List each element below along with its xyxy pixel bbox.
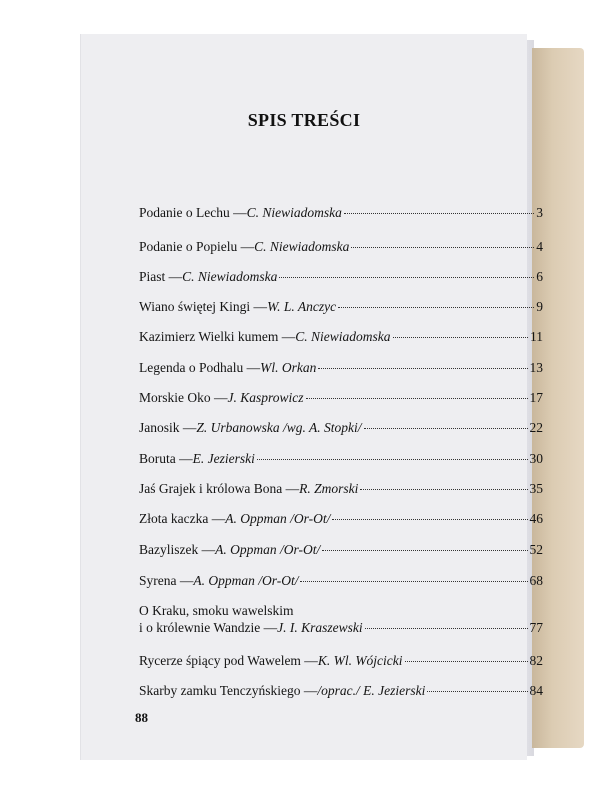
entry-page: 11 [530, 329, 543, 344]
entry-page: 82 [529, 653, 543, 668]
entry-title: Bazyliszek — [139, 542, 216, 557]
entry-title: Skarby zamku Tenczyńskiego — [139, 683, 318, 698]
entry-author: J. Kasprowicz [227, 390, 304, 405]
dot-leader [364, 428, 528, 429]
toc-entry [139, 572, 543, 589]
toc-entry [139, 510, 543, 527]
entry-author: A. Oppman /Or-Ot/ [215, 542, 321, 557]
entry-page: 68 [529, 573, 543, 588]
entry-author: K. Wl. Wójcicki [317, 653, 403, 668]
entry-title: Rycerze śpiący pod Wawelem — [139, 653, 318, 668]
dot-leader [405, 661, 528, 662]
entry-title: Janosik — [139, 420, 197, 435]
dot-leader [318, 368, 527, 369]
entry-author: W. L. Anczyc [267, 299, 337, 314]
entry-author: Wl. Orkan [260, 360, 317, 375]
toc-entry [139, 682, 543, 699]
dot-leader [427, 691, 527, 692]
dot-leader [360, 489, 527, 490]
toc-entry [139, 389, 543, 406]
dot-leader [365, 628, 528, 629]
toc-entry [139, 480, 543, 497]
entry-title: Wiano świętej Kingi — [139, 299, 268, 314]
entry-page: 3 [536, 205, 543, 220]
dot-leader [332, 519, 527, 520]
toc-entry [139, 298, 543, 315]
entry-author: R. Zmorski [299, 481, 359, 496]
toc-entry [139, 541, 543, 558]
entry-author: C. Niewiadomska [182, 269, 278, 284]
entry-title: Boruta — [139, 451, 193, 466]
entry-page: 4 [536, 239, 543, 254]
entry-author: A. Oppman /Or-Ot/ [193, 573, 299, 588]
toc-entry [139, 419, 543, 436]
entry-title: Podanie o Popielu — [139, 239, 255, 254]
toc-entry [139, 328, 543, 345]
entry-page: 35 [529, 481, 543, 496]
dot-leader [393, 337, 528, 338]
entry-title: Piast — [139, 269, 183, 284]
entry-title: Podanie o Lechu — [139, 205, 247, 220]
dot-leader [306, 398, 528, 399]
entry-author: C. Niewiadomska [295, 329, 391, 344]
dot-leader [338, 307, 534, 308]
toc-entry [139, 602, 543, 636]
dot-leader [279, 277, 534, 278]
entry-author: C. Niewiadomska [246, 205, 342, 220]
entry-page: 46 [529, 511, 543, 526]
entry-author: E. Jezierski [192, 451, 255, 466]
entry-title: Legenda o Podhalu — [139, 360, 261, 375]
page-number: 88 [135, 710, 148, 725]
dot-leader [351, 247, 534, 248]
book-page [80, 34, 543, 760]
entry-page: 13 [529, 360, 543, 375]
entry-title-line1: O Kraku, smoku wawelskim [139, 603, 294, 618]
entry-title: i o królewnie Wandzie — [139, 620, 278, 635]
toc-entry [139, 359, 543, 376]
dot-leader [344, 213, 534, 214]
dot-leader [300, 581, 527, 582]
entry-title: Morskie Oko — [139, 390, 228, 405]
page-title: SPIS TREŚCI [247, 110, 361, 130]
entry-page: 52 [529, 542, 543, 557]
toc-entry [139, 238, 543, 255]
dot-leader [322, 550, 527, 551]
entry-author: Z. Urbanowska /wg. A. Stopki/ [196, 420, 362, 435]
toc-entry [139, 652, 543, 669]
entry-author: A. Oppman /Or-Ot/ [225, 511, 331, 526]
entry-title: Kazimierz Wielki kumem — [139, 329, 296, 344]
entry-page: 22 [529, 420, 543, 435]
entry-page: 9 [536, 299, 543, 314]
entry-author: J. I. Kraszewski [277, 620, 363, 635]
entry-page: 17 [529, 390, 543, 405]
entry-title: Jaś Grajek i królowa Bona — [139, 481, 300, 496]
entry-author: C. Niewiadomska [254, 239, 350, 254]
entry-title: Syrena — [139, 573, 194, 588]
entry-page: 30 [529, 451, 543, 466]
entry-page: 6 [536, 269, 543, 284]
toc-entry [139, 268, 543, 285]
dot-leader [257, 459, 528, 460]
toc-entry [139, 450, 543, 467]
entry-page: 77 [529, 620, 543, 635]
toc-entry [139, 204, 543, 221]
entry-author: /oprac./ E. Jezierski [317, 683, 426, 698]
entry-title: Złota kaczka — [139, 511, 226, 526]
entry-page: 84 [529, 683, 543, 698]
